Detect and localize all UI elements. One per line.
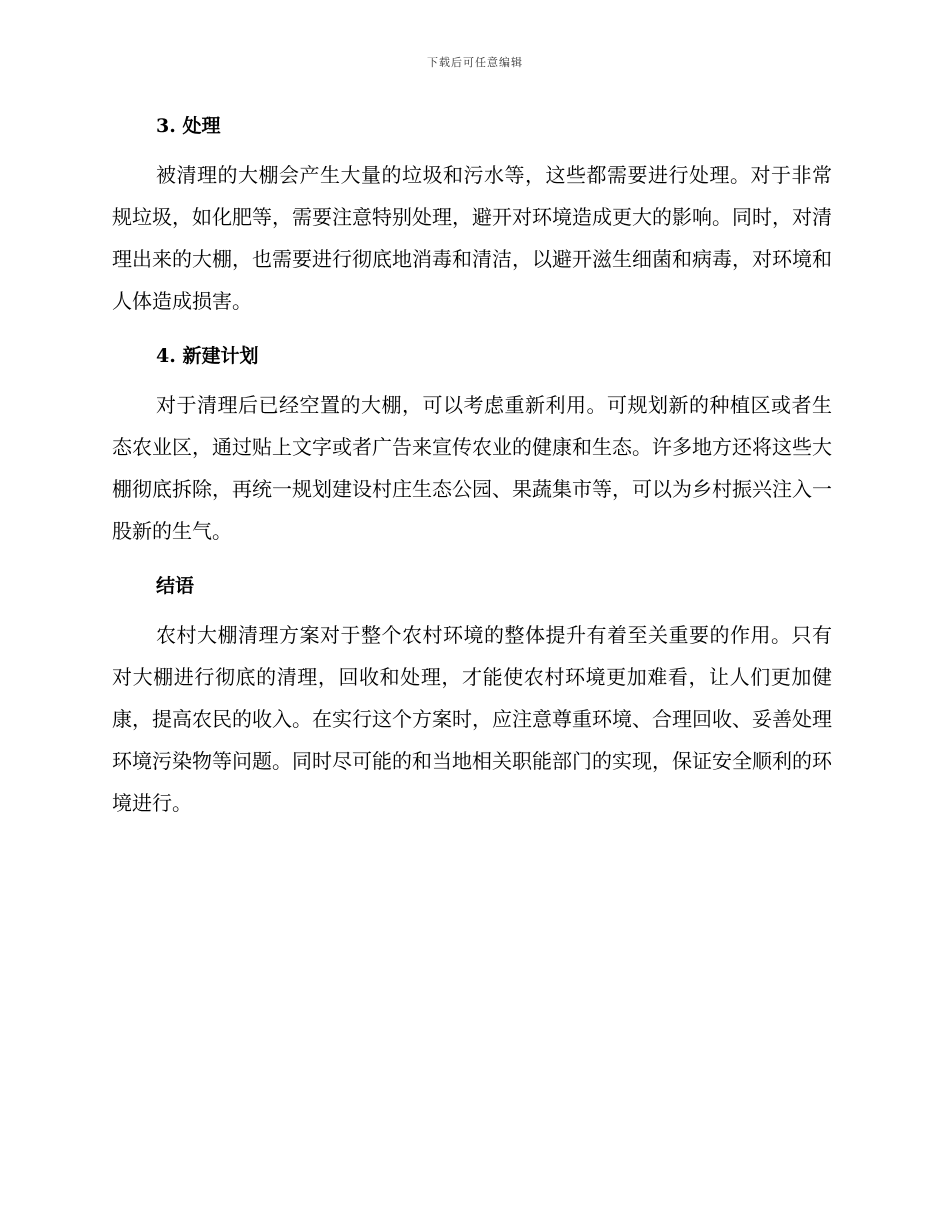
section-paragraph-new-plan: 对于清理后已经空置的大棚，可以考虑重新利用。可规划新的种植区或者生态农业区，通过贴上文字或者广告来宣传农业的健康和生态。许多地方还将这些大棚彻底拆除，再统一规划建设村庄生态公园、果蔬集市等，可以为乡村振兴注入一股新的生气。 [112,393,832,543]
section-heading-conclusion: 结语 [156,575,195,597]
page-header: 下载后可任意编辑 [427,56,523,69]
section-paragraph-conclusion: 农村大棚清理方案对于整个农村环境的整体提升有着至关重要的作用。只有对大棚进行彻底的清理，回收和处理，才能使农村环境更加难看，让人们更加健康，提高农民的收入。在实行这个方案时，应注意尊重环境、合理回收、妥善处理环境污染物等问题。同时尽可能的和当地相关职能部门的实现，保证安全顺利的环境进行。 [112,623,832,815]
section-heading-new-plan: 4. 新建计划 [156,345,259,367]
section-heading-processing: 3. 处理 [156,115,221,137]
section-paragraph-processing: 被清理的大棚会产生大量的垃圾和污水等，这些都需要进行处理。对于非常规垃圾，如化肥等，需要注意特别处理，避开对环境造成更大的影响。同时，对清理出来的大棚，也需要进行彻底地消毒和清洁，以避开滋生细菌和病毒，对环境和人体造成损害。 [112,163,832,313]
document-body [112,106,832,838]
